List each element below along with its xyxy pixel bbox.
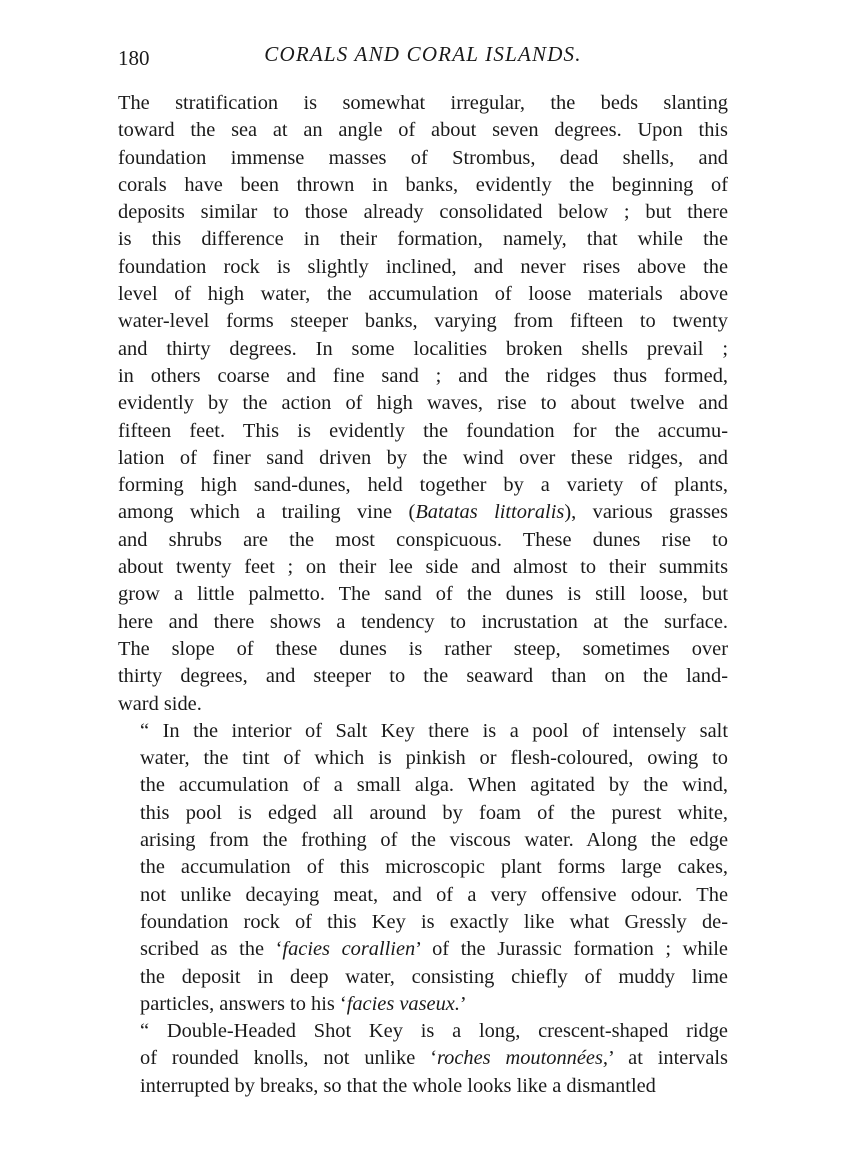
text-line	[118, 445, 728, 472]
text-segment: ward side.	[118, 692, 202, 715]
text-line	[118, 936, 728, 963]
page-number: 180	[118, 46, 150, 70]
text-segment: forming high sand-dunes, held together by a variety of plants,	[118, 474, 728, 497]
text-line	[118, 854, 728, 881]
text-segment: particles, answers to his ‘	[140, 992, 347, 1015]
text-line	[118, 581, 728, 608]
text-line	[118, 418, 728, 445]
text-line	[118, 336, 728, 363]
text-line	[118, 172, 728, 199]
running-head	[118, 40, 728, 76]
text-segment: this pool is edged all around by foam of the purest white,	[140, 801, 728, 824]
text-segment: of rounded knolls, not unlike ‘	[140, 1047, 437, 1070]
text-line	[118, 1018, 728, 1045]
text-segment: here and there shows a tendency to incrustation at the surface.	[118, 610, 728, 633]
text-line	[118, 609, 728, 636]
text-segment: water-level forms steeper banks, varying from fifteen to twenty	[118, 310, 728, 333]
text-line	[118, 554, 728, 581]
paragraph	[118, 1018, 728, 1100]
text-segment: foundation rock is slightly inclined, and never rises above the	[118, 255, 728, 278]
text-segment: foundation immense masses of Strombus, dead shells, and	[118, 146, 728, 169]
text-line	[118, 663, 728, 690]
text-line	[118, 117, 728, 144]
text-segment: arising from the frothing of the viscous water. Along the edge	[140, 829, 728, 852]
text-segment: “ Double-Headed Shot Key is a long, crescent-shaped ridge	[140, 1020, 728, 1043]
text-line	[118, 909, 728, 936]
text-segment: and thirty degrees. In some localities broken shells prevail ;	[118, 337, 728, 360]
text-line	[118, 691, 728, 718]
text-line	[118, 827, 728, 854]
book-page	[118, 40, 728, 1100]
text-segment: deposits similar to those already consolidated below ; but there	[118, 201, 728, 224]
text-line	[118, 745, 728, 772]
text-line	[118, 1073, 728, 1100]
text-line	[118, 90, 728, 117]
running-title: CORALS AND CORAL ISLANDS.	[264, 42, 582, 66]
text-line	[118, 636, 728, 663]
text-segment: corals have been thrown in banks, evidently the beginning of	[118, 173, 728, 196]
text-line	[118, 964, 728, 991]
text-segment: The slope of these dunes is rather steep, sometimes over	[118, 637, 728, 660]
text-segment: water, the tint of which is pinkish or flesh-coloured, owing to	[140, 747, 728, 770]
text-segment: ’ at intervals	[608, 1047, 728, 1070]
text-line	[118, 499, 728, 526]
text-segment: ’	[459, 992, 467, 1015]
text-line	[118, 145, 728, 172]
text-segment: thirty degrees, and steeper to the seaward than on the land-	[118, 665, 728, 688]
text-segment: grow a little palmetto. The sand of the dunes is still loose, but	[118, 583, 728, 606]
text-segment: lation of finer sand driven by the wind over these ridges, and	[118, 446, 728, 469]
text-segment: about twenty feet ; on their lee side and almost to their summits	[118, 556, 728, 579]
text-segment: is this difference in their formation, namely, that while the	[118, 228, 728, 251]
body-text	[118, 90, 728, 1100]
text-line	[118, 991, 728, 1018]
text-line	[118, 308, 728, 335]
text-segment: in others coarse and fine sand ; and the ridges thus formed,	[118, 364, 728, 387]
italic-text: Batatas littoralis	[415, 501, 565, 524]
italic-text: facies corallien	[282, 938, 416, 961]
italic-text: roches moutonnées,	[437, 1047, 608, 1070]
text-segment: scribed as the ‘	[140, 938, 283, 961]
text-segment: level of high water, the accumulation of loose materials above	[118, 283, 728, 306]
text-segment: among which a trailing vine (	[118, 501, 416, 524]
text-segment: ’ of the Jurassic formation ; while	[415, 938, 728, 961]
text-line	[118, 390, 728, 417]
text-segment: and shrubs are the most conspicuous. These dunes rise to	[118, 528, 728, 551]
text-line	[118, 281, 728, 308]
text-line	[118, 527, 728, 554]
text-segment: “ In the interior of Salt Key there is a pool of intensely salt	[140, 719, 728, 742]
text-line	[118, 363, 728, 390]
text-segment: the accumulation of a small alga. When agitated by the wind,	[140, 774, 728, 797]
text-segment: the accumulation of this microscopic plant forms large cakes,	[140, 856, 728, 879]
italic-text: facies vaseux.	[346, 992, 460, 1015]
text-segment: fifteen feet. This is evidently the foundation for the accumu-	[118, 419, 728, 442]
text-segment: not unlike decaying meat, and of a very offensive odour. The	[140, 883, 728, 906]
text-segment: toward the sea at an angle of about seven degrees. Upon this	[118, 119, 728, 142]
text-line	[118, 254, 728, 281]
text-segment: interrupted by breaks, so that the whole looks like a dismantled	[140, 1074, 656, 1097]
text-line	[118, 800, 728, 827]
text-line	[118, 882, 728, 909]
text-segment: The stratification is somewhat irregular, the beds slanting	[118, 92, 728, 114]
text-line	[118, 199, 728, 226]
text-line	[118, 226, 728, 253]
text-segment: evidently by the action of high waves, rise to about twelve and	[118, 392, 728, 415]
paragraph	[118, 718, 728, 1018]
text-line	[118, 772, 728, 799]
text-segment: foundation rock of this Key is exactly like what Gressly de-	[140, 910, 728, 933]
paragraph	[118, 90, 728, 718]
text-segment: ), various grasses	[564, 501, 728, 524]
text-segment: the deposit in deep water, consisting chiefly of muddy lime	[140, 965, 728, 988]
text-line	[118, 472, 728, 499]
text-line	[118, 718, 728, 745]
text-line	[118, 1045, 728, 1072]
